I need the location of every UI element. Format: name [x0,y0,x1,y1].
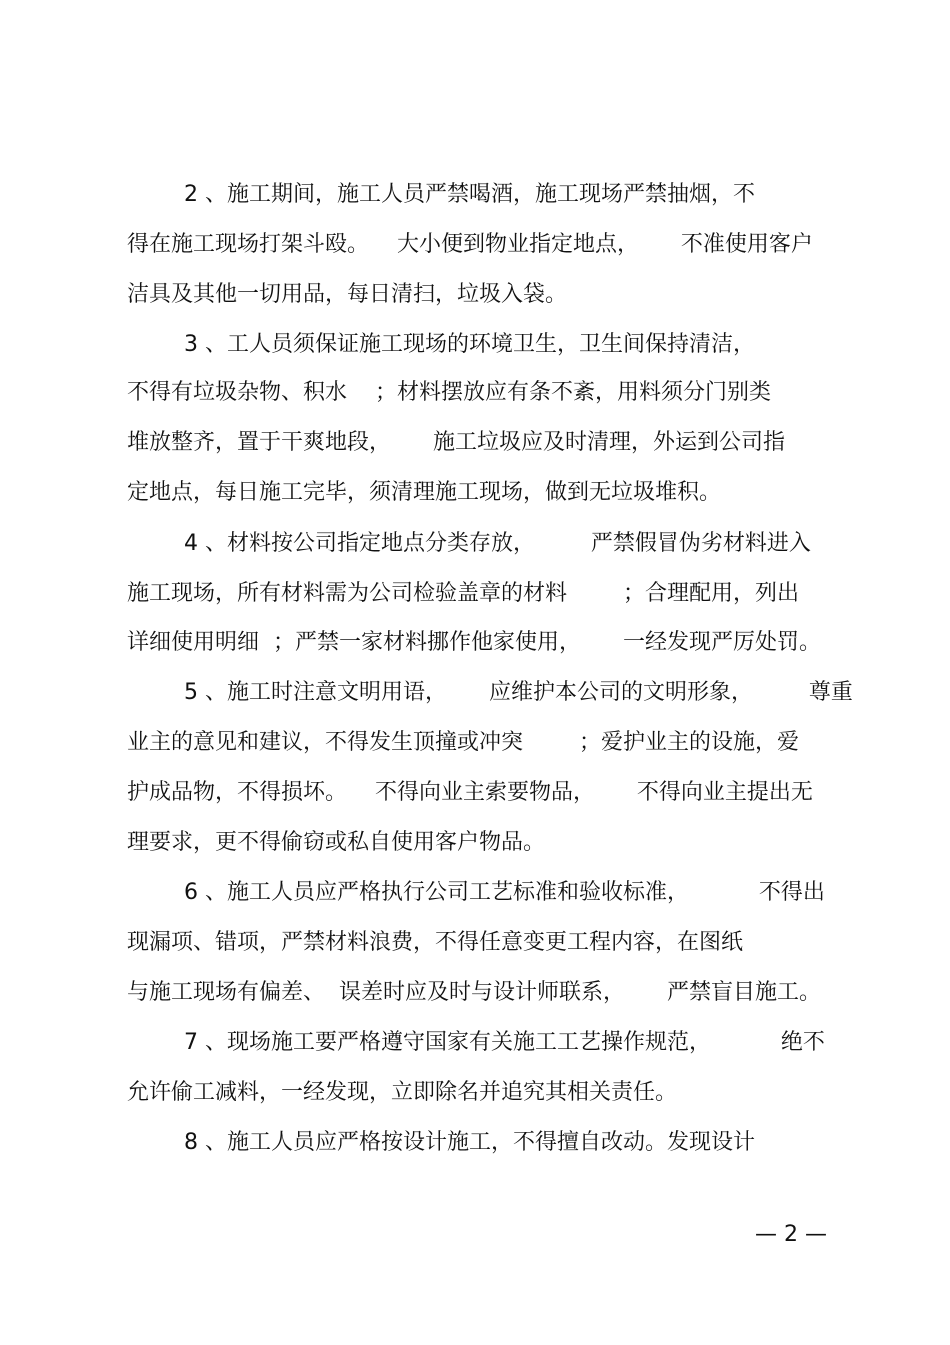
text-line: 5 、施工时注意文明用语， 应维护本公司的文明形象， 尊重 [184,680,853,705]
text-line: 7 、现场施工要严格遵守国家有关施工工艺操作规范， 绝不 [184,1030,825,1055]
text-line: 6 、施工人员应严格执行公司工艺标准和验收标准， 不得出 [184,880,825,905]
page-number: — 2 — [755,1222,827,1247]
text-line: 不得有垃圾杂物、积水 ；材料摆放应有条不紊，用料须分门别类 [127,380,771,405]
text-line: 业主的意见和建议，不得发生顶撞或冲突 ；爱护业主的设施，爱 [127,730,799,755]
text-line: 现漏项、错项，严禁材料浪费，不得任意变更工程内容，在图纸 [127,930,744,955]
text-line: 与施工现场有偏差、 误差时应及时与设计师联系， 严禁盲目施工。 [127,980,821,1005]
text-line: 得在施工现场打架斗殴。 大小便到物业指定地点， 不准使用客户 [127,232,813,257]
text-line: 4 、材料按公司指定地点分类存放， 严禁假冒伪劣材料进入 [184,531,811,556]
text-line: 8 、施工人员应严格按设计施工，不得擅自改动。发现设计 [184,1130,755,1155]
text-line: 施工现场，所有材料需为公司检验盖章的材料 ；合理配用，列出 [127,581,799,606]
text-line: 详细使用明细 ；严禁一家材料挪作他家使用， 一经发现严厉处罚。 [127,630,821,655]
text-line: 洁具及其他一切用品，每日清扫，垃圾入袋。 [127,282,568,307]
text-line: 理要求，更不得偷窃或私自使用客户物品。 [127,830,546,855]
text-line: 定地点，每日施工完毕，须清理施工现场，做到无垃圾堆积。 [127,480,722,505]
text-line: 2 、施工期间，施工人员严禁喝酒，施工现场严禁抽烟，不 [184,182,755,207]
text-line: 堆放整齐，置于干爽地段， 施工垃圾应及时清理，外运到公司指 [127,430,785,455]
text-line: 护成品物，不得损坏。 不得向业主索要物品， 不得向业主提出无 [127,780,813,805]
text-line: 3 、工人员须保证施工现场的环境卫生，卫生间保持清洁， [184,332,755,357]
text-line: 允许偷工减料，一经发现，立即除名并追究其相关责任。 [127,1080,678,1105]
